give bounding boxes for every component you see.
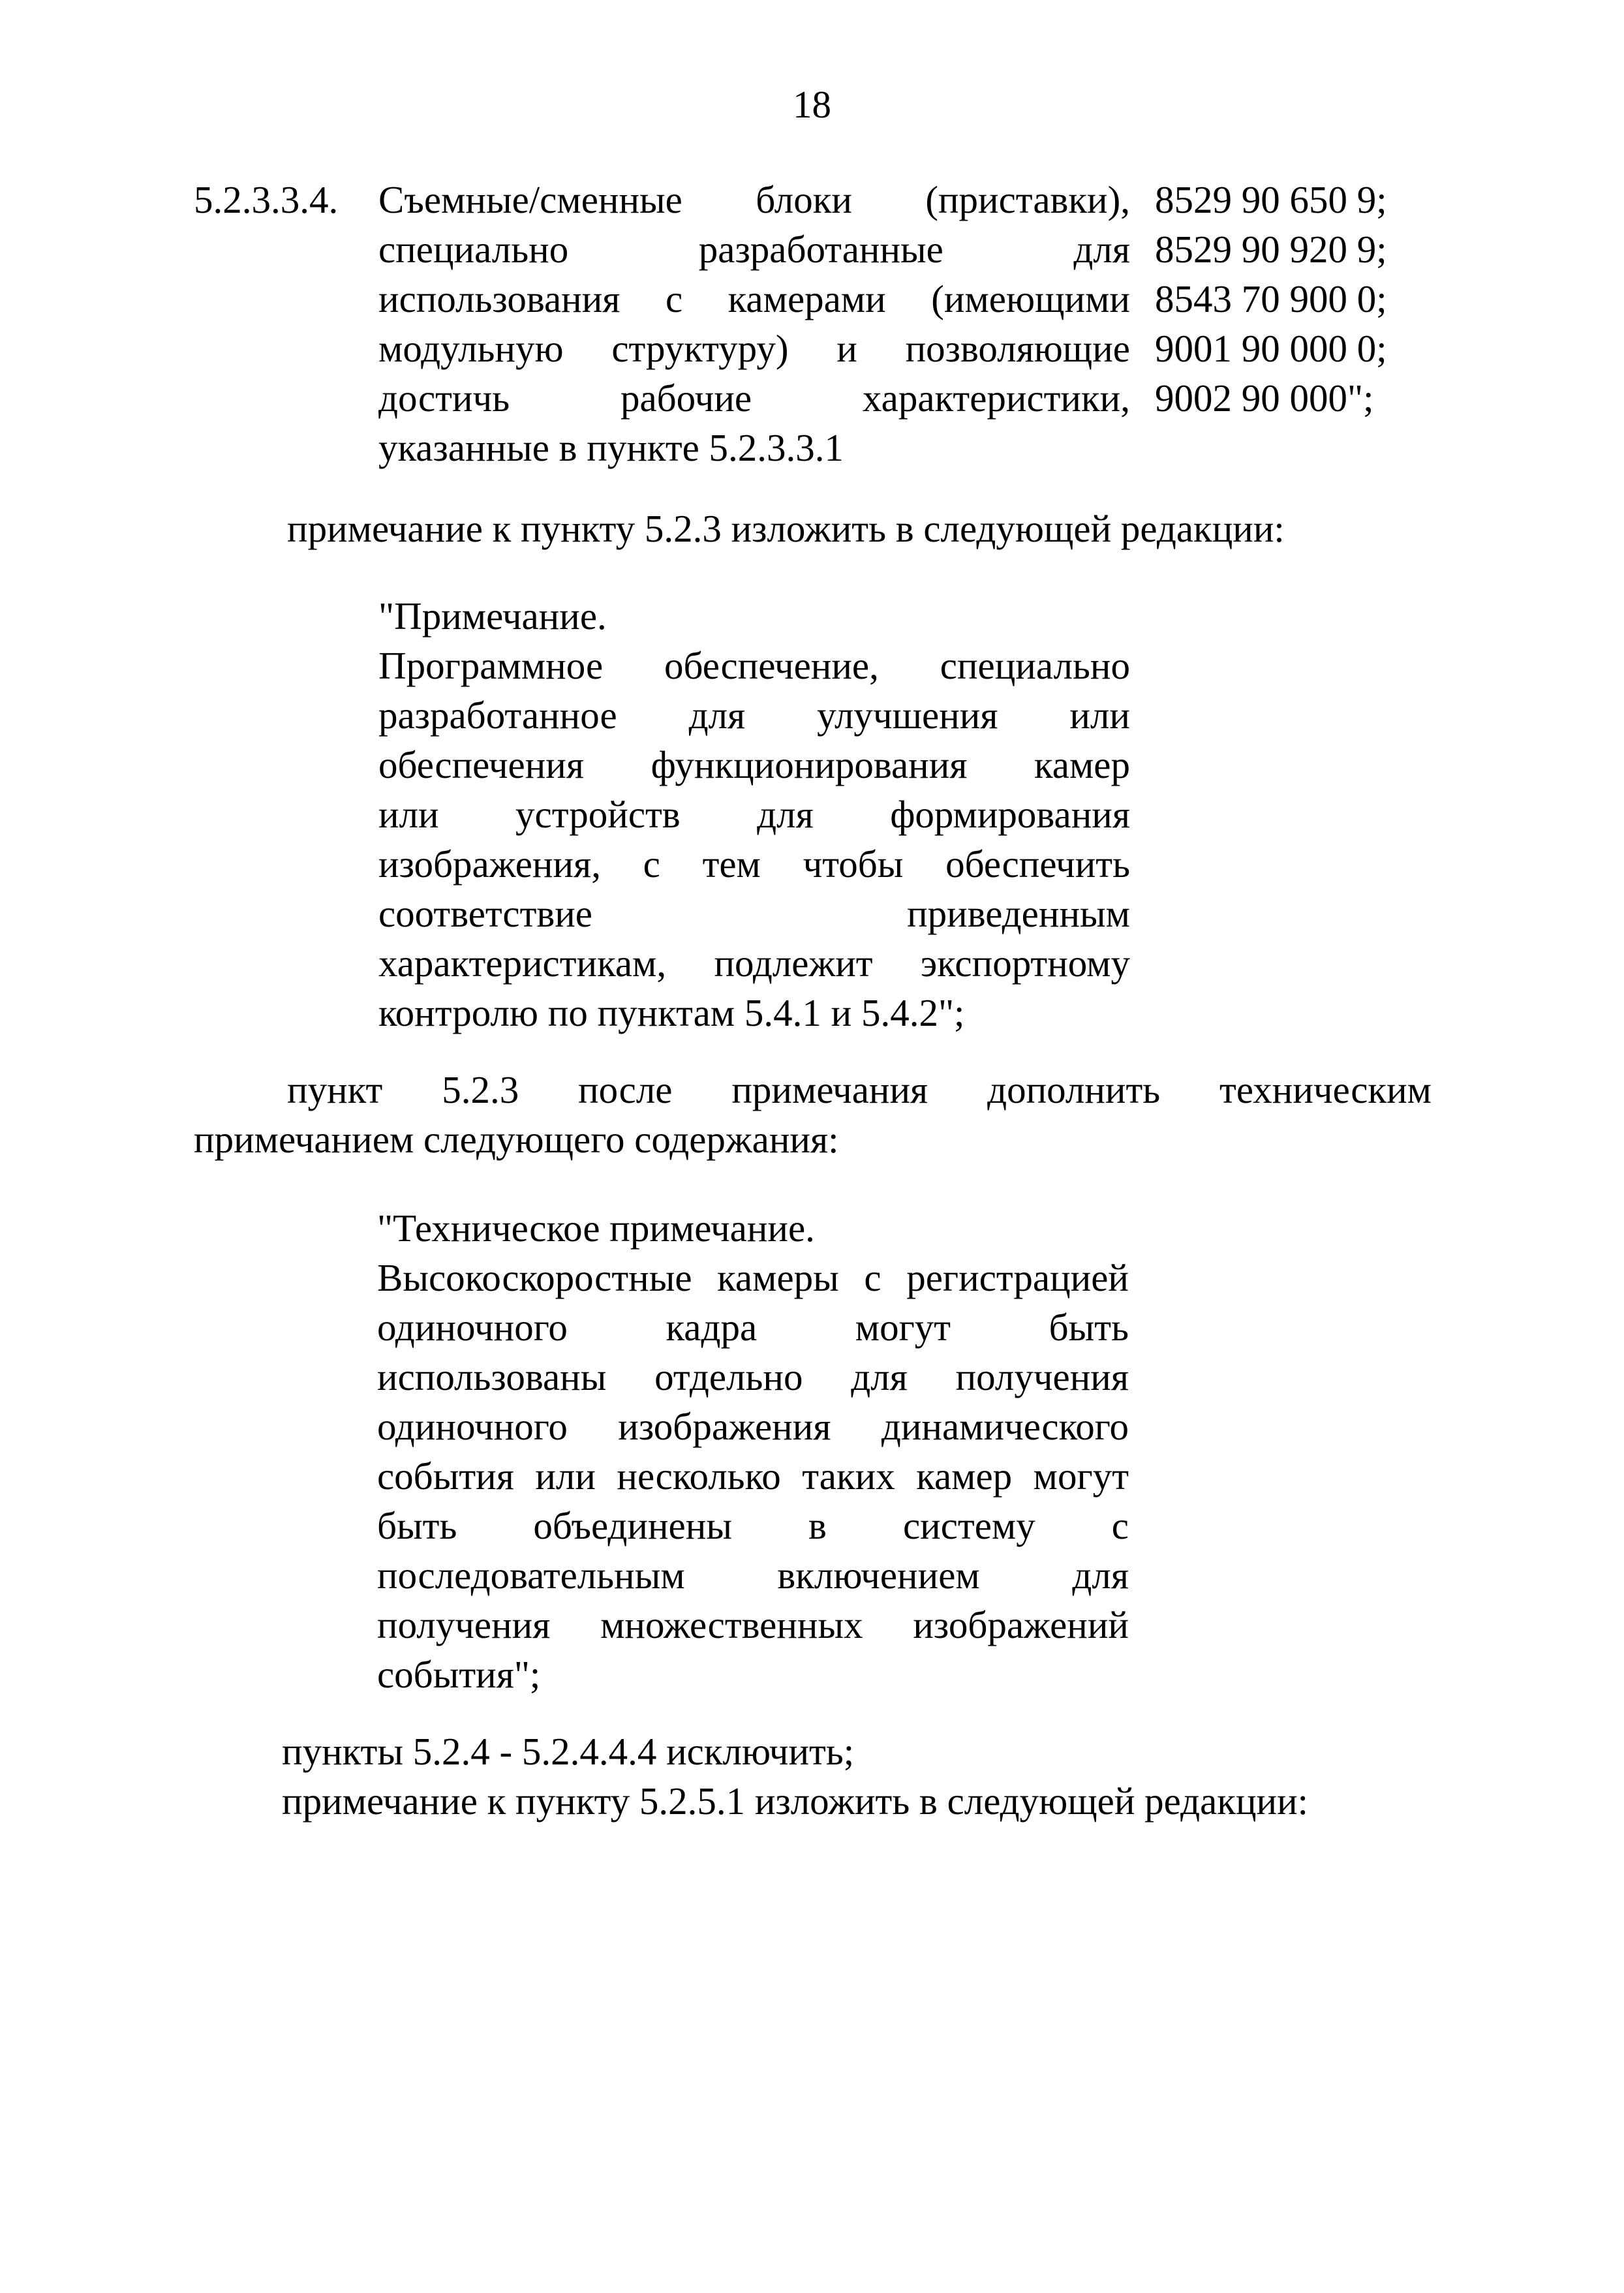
tech-note-block	[377, 1203, 1129, 1699]
page-number: 18	[793, 83, 831, 126]
paragraph-add-tech-note: пункт 5.2.3 после примечания дополнить техническим	[287, 1068, 1432, 1111]
tech-note-line: последовательным включением для	[377, 1554, 1129, 1597]
tech-note-line: использованы отдельно для получения	[377, 1355, 1129, 1398]
note-block	[378, 591, 1130, 1038]
item-line: специально разработанные для	[378, 228, 1130, 271]
paragraph-exclude: пункты 5.2.4 - 5.2.4.4.4 исключить;	[282, 1730, 855, 1773]
tech-note-line: события";	[377, 1653, 541, 1696]
note-line: или устройств для формирования	[378, 793, 1130, 836]
item-line: указанные в пункте 5.2.3.3.1	[378, 426, 844, 469]
paragraph-note-5251: примечание к пункту 5.2.5.1 изложить в следующей редакции:	[282, 1779, 1309, 1823]
tech-note-line: быть объединены в систему с	[377, 1504, 1129, 1547]
tech-note-line: одиночного кадра могут быть	[377, 1306, 1129, 1349]
tech-note-line: "Техническое примечание.	[377, 1207, 815, 1250]
item-description	[378, 175, 1130, 472]
code-line: 8529 90 650 9;	[1155, 178, 1387, 221]
code-line: 8543 70 900 0;	[1155, 277, 1387, 320]
tech-note-line: одиночного изображения динамического	[377, 1405, 1129, 1448]
note-line: изображения, с тем чтобы обеспечить	[378, 842, 1130, 885]
note-line: обеспечения функционирования камер	[378, 743, 1130, 786]
item-codes	[1155, 175, 1387, 423]
code-line: 9002 90 000";	[1155, 377, 1374, 420]
item-line: достичь рабочие характеристики,	[378, 377, 1130, 420]
item-line: модульную структуру) и позволяющие	[378, 327, 1130, 370]
note-line: "Примечание.	[378, 594, 607, 638]
note-line: характеристикам, подлежит экспортному	[378, 942, 1130, 985]
tech-note-line: получения множественных изображений	[377, 1603, 1129, 1646]
paragraph-note-instruction: примечание к пункту 5.2.3 изложить в следующей редакции:	[287, 507, 1285, 550]
note-line: Программное обеспечение, специально	[378, 644, 1130, 687]
note-line: соответствие приведенным	[378, 892, 1130, 935]
code-line: 9001 90 000 0;	[1155, 327, 1387, 370]
tech-note-line: события или несколько таких камер могут	[377, 1454, 1129, 1498]
item-number: 5.2.3.3.4.	[194, 178, 339, 221]
note-line: контролю по пунктам 5.4.1 и 5.4.2";	[378, 991, 965, 1034]
paragraph-add-tech-note-cont: примечанием следующего содержания:	[194, 1118, 839, 1161]
note-line: разработанное для улучшения или	[378, 694, 1130, 737]
item-line: Съемные/сменные блоки (приставки),	[378, 178, 1130, 221]
tech-note-line: Высокоскоростные камеры с регистрацией	[377, 1256, 1129, 1299]
item-line: использования с камерами (имеющими	[378, 277, 1130, 320]
code-line: 8529 90 920 9;	[1155, 228, 1387, 271]
